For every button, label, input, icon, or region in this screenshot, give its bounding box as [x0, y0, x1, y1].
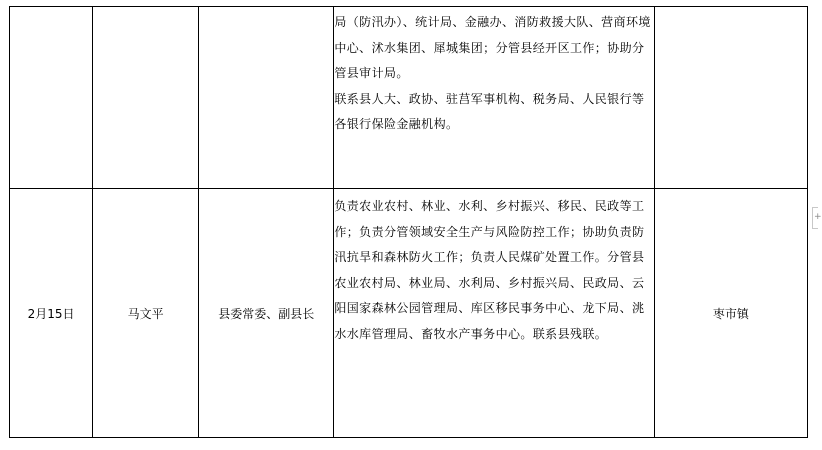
- contact-area-cell: 枣市镇: [654, 189, 807, 438]
- plus-icon: +: [814, 212, 822, 222]
- position-cell: [199, 7, 334, 189]
- position-cell: 县委常委、副县长: [199, 189, 334, 438]
- table-row: [10, 189, 808, 438]
- name-cell: 马文平: [93, 189, 199, 438]
- name-cell: [93, 7, 199, 189]
- date-cell: [10, 7, 93, 189]
- date-cell: 2月15日: [10, 189, 93, 438]
- table-edge-handle[interactable]: [812, 207, 822, 229]
- duties-cell: [334, 7, 654, 189]
- duties-paragraph: 负责农业农村、林业、水利、乡村振兴、移民、民政等工作；负责分管领域安全生产与风险防控工作；协助负责防汛抗旱和森林防火工作；负责人民煤矿处置工作。分管县农业农村局、林业局、水利局、乡村振兴局、民政局、云阳国家森林公园管理局、库区移民事务中心、龙下局、洮水水库管理局、畜牧水产事务中心。联系县残联。: [334, 199, 645, 341]
- duties-cell: [334, 189, 654, 438]
- duty-table: [9, 6, 808, 438]
- duties-paragraph: 联系县人大、政协、驻莒军事机构、税务局、人民银行等各银行保险金融机构。: [334, 91, 645, 132]
- duties-paragraph: 局（防汛办）、统计局、金融办、消防救援大队、营商环境中心、沭水集团、犀城集团；分管县经开区工作；协助分管县审计局。: [334, 15, 651, 81]
- table-row: [10, 7, 808, 189]
- contact-area-cell: [654, 7, 807, 189]
